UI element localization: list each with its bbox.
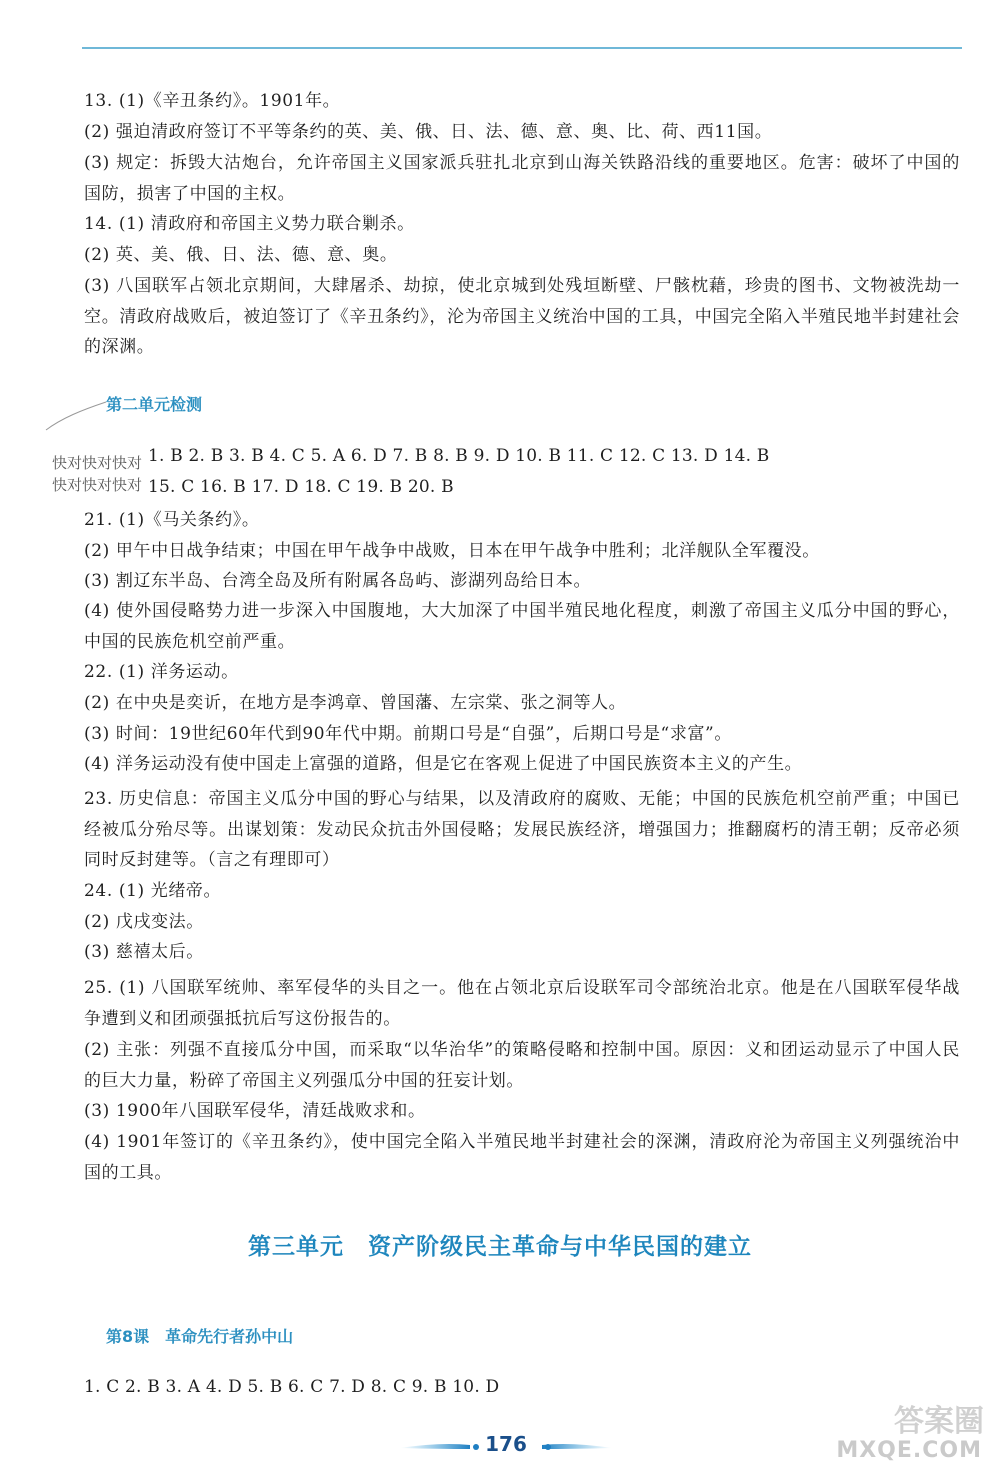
pencil-mark-icon bbox=[42, 396, 112, 436]
section-title-unit2-test: 第二单元检测 bbox=[106, 395, 203, 414]
watermark-url: MXQE.COM bbox=[836, 1438, 982, 1463]
answer-13-3: (3) 规定：拆毁大沽炮台，允许帝国主义国家派兵驻扎北京到山海关铁路沿线的重要地区。危害：破坏了中国的国防，损害了中国的主权。 bbox=[84, 153, 960, 204]
answer-25-4: (4) 1901年签订的《辛丑条约》，使中国完全陷入半殖民地半封建社会的深渊，清政府沦为帝国主义列强统治中国的工具。 bbox=[84, 1132, 960, 1183]
watermark-logo: 答案圈 bbox=[894, 1404, 984, 1439]
side-watermark-2: 快对快对快对 bbox=[52, 476, 143, 494]
answer-14-1: 14. (1) 清政府和帝国主义势力联合剿杀。 bbox=[84, 214, 415, 234]
answer-21-4: (4) 使外国侵略势力进一步深入中国腹地，大大加深了中国半殖民地化程度，刺激了帝国主义瓜分中国的野心，中国的民族危机空前严重。 bbox=[84, 601, 960, 652]
answer-22-2: (2) 在中央是奕䜣，在地方是李鸿章、曾国藩、左宗棠、张之洞等人。 bbox=[84, 693, 627, 713]
lesson8-title: 第8课 革命先行者孙中山 bbox=[106, 1327, 294, 1346]
header-rule bbox=[82, 47, 962, 49]
answer-24-3: (3) 慈禧太后。 bbox=[84, 942, 204, 962]
answer-22-4: (4) 洋务运动没有使中国走上富强的道路，但是它在客观上促进了中国民族资本主义的产生。 bbox=[84, 754, 803, 774]
page-number: 176 bbox=[485, 1432, 527, 1456]
answer-14-3: (3) 八国联军占领北京期间，大肆屠杀、劫掠，使北京城到处残垣断壁、尸骸枕藉，珍贵的图书、文物被洗劫一空。清政府战败后，被迫签订了《辛丑条约》，沦为帝国主义统治中国的工具，中国完全陷入半殖民地半封建社会的深渊。 bbox=[84, 276, 960, 357]
answer-24-1: 24. (1) 光绪帝。 bbox=[84, 881, 222, 901]
answer-21-2: (2) 甲午中日战争结束；中国在甲午战争中战败，日本在甲午战争中胜利；北洋舰队全军覆没。 bbox=[84, 541, 820, 561]
mc-answers-line-1: 1. B 2. B 3. B 4. C 5. A 6. D 7. B 8. B 9. D 10. B 11. C 12. C 13. D 14. B bbox=[148, 446, 770, 466]
answer-14-2: (2) 英、美、俄、日、法、德、意、奥。 bbox=[84, 245, 398, 265]
lesson8-mc-answers: 1. C 2. B 3. A 4. D 5. B 6. C 7. D 8. C 9. B 10. D bbox=[84, 1377, 500, 1397]
answer-22-1: 22. (1) 洋务运动。 bbox=[84, 662, 239, 682]
mc-answers-line-2: 15. C 16. B 17. D 18. C 19. B 20. B bbox=[148, 477, 454, 497]
answer-13-2: (2) 强迫清政府签订不平等条约的英、美、俄、日、法、德、意、奥、比、荷、西11国。 bbox=[84, 122, 773, 142]
answer-25-2: (2) 主张：列强不直接瓜分中国，而采取“以华治华”的策略侵略和控制中国。原因：义和团运动显示了中国人民的巨大力量，粉碎了帝国主义列强瓜分中国的狂妄计划。 bbox=[84, 1040, 960, 1091]
answer-23: 23. 历史信息：帝国主义瓜分中国的野心与结果，以及清政府的腐败、无能；中国的民族危机空前严重；中国已经被瓜分殆尽等。出谋划策：发动民众抗击外国侵略；发展民族经济，增强国力；推翻腐朽的清王朝；反帝必须同时反封建等。（言之有理即可） bbox=[84, 789, 960, 870]
answer-25-1: 25. (1) 八国联军统帅、率军侵华的头目之一。他在占领北京后设联军司令部统治北京。他是在八国联军侵华战争遭到义和团顽强抵抗后写这份报告的。 bbox=[84, 978, 960, 1029]
answer-25-3: (3) 1900年八国联军侵华，清廷战败求和。 bbox=[84, 1101, 426, 1121]
unit3-title: 第三单元 资产阶级民主革命与中华民国的建立 bbox=[248, 1234, 752, 1260]
answer-21-1: 21. (1)《马关条约》。 bbox=[84, 510, 260, 530]
answer-21-3: (3) 割辽东半岛、台湾全岛及所有附属各岛屿、澎湖列岛给日本。 bbox=[84, 571, 592, 591]
side-watermark-1: 快对快对快对 bbox=[52, 454, 143, 472]
answer-24-2: (2) 戊戌变法。 bbox=[84, 912, 204, 932]
answer-22-3: (3) 时间：19世纪60年代到90年代中期。前期口号是“自强”，后期口号是“求富”。 bbox=[84, 724, 732, 744]
answer-13-1: 13. (1)《辛丑条约》。1901年。 bbox=[84, 91, 341, 111]
